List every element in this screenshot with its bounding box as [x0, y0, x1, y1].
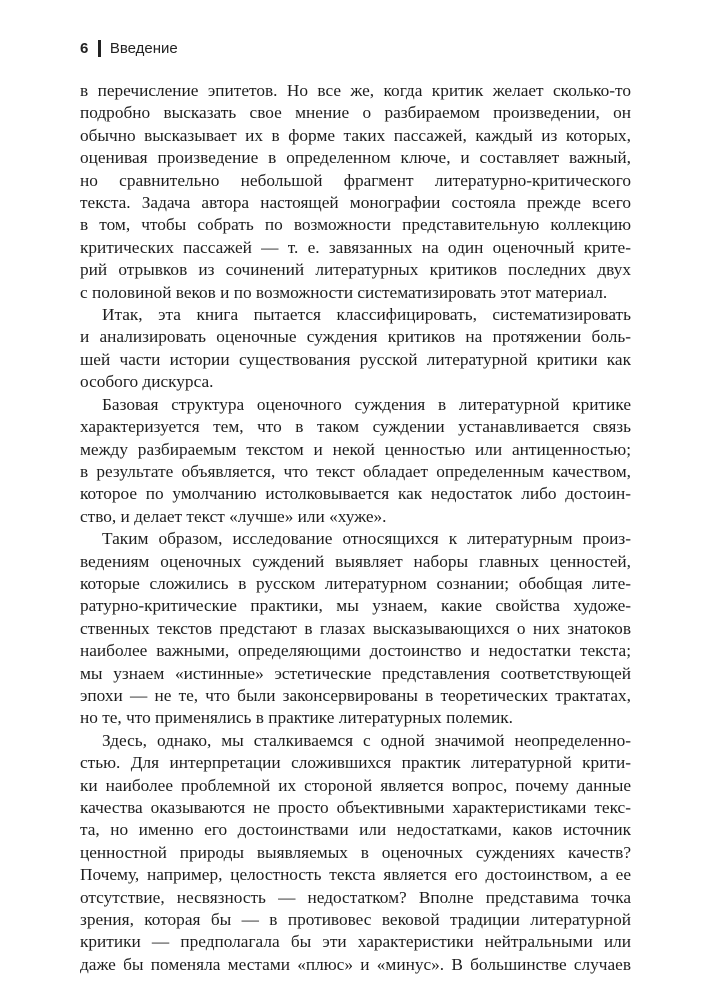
text-line: характеризуется тем, что в таком суждении устанавливается связь [80, 417, 631, 437]
text-line: текста. Задача автора настоящей монографии состояла прежде всего [80, 193, 631, 213]
text-line: эпохи — не те, что были законсервированы в теоретических трактатах, [80, 685, 631, 705]
text-line: с половиной веков и по возможности систематизировать этот материал. [80, 282, 608, 302]
paragraph [80, 80, 631, 304]
text-line: наиболее важными, определяющими достоинство и недостатки текста; [80, 641, 631, 661]
section-title: Введение [109, 39, 178, 57]
text-line: ки наиболее проблемной их стороной является вопрос, почему данные [80, 775, 631, 795]
text-line: между разбираемым текстом и некой ценностью или антиценностью; [80, 439, 631, 459]
text-line: в перечисление эпитетов. Но все же, когда критик желает сколько-то [80, 81, 631, 100]
paragraph [80, 730, 631, 976]
text-line: подробно высказать свое мнение о разбираемом произведении, он [80, 103, 631, 123]
text-line: качества оказываются не просто объективными характеристиками текс- [80, 798, 631, 817]
text-line: которое по умолчанию истолковывается как недостаток либо достоин- [80, 484, 631, 504]
text-line: стью. Для интерпретации сложившихся практик литературной крити- [80, 753, 631, 773]
text-line: но сравнительно небольшой фрагмент литературно-критического [80, 170, 631, 190]
text-line: но те, что применялись в практике литературных полемик. [80, 708, 513, 728]
text-line: обычно высказывает их в форме таких пассажей, каждый из которых, [80, 125, 631, 145]
text-line: даже бы поменяла местами «плюс» и «минус». В большинстве случаев [80, 954, 631, 974]
text-line: оценивая произведение в определенном ключе, и составляет важный, [80, 148, 631, 168]
text-line: ратурно-критические практики, мы узнаем, какие свойства художе- [80, 596, 631, 616]
text-line: и анализировать оценочные суждения критиков на протяжении боль- [80, 327, 631, 347]
text-line: Базовая структура оценочного суждения в литературной критике [102, 394, 631, 414]
text-line: критических пассажей — т. е. завязанных на один оценочный крите- [80, 237, 631, 257]
paragraph [80, 394, 631, 528]
text-line: Таким образом, исследование относящихся к литературным произ- [102, 529, 631, 549]
header-separator [98, 40, 101, 57]
running-head [80, 36, 178, 60]
text-line: мы узнаем «истинные» эстетические представления соответствующей [80, 663, 631, 683]
text-line: Здесь, однако, мы сталкиваемся с одной значимой неопределенно- [102, 730, 631, 750]
text-line: ство, и делает текст «лучше» или «хуже». [80, 506, 387, 526]
text-line: Итак, эта книга пытается классифицировать, систематизировать [102, 305, 631, 325]
text-line: критики — предполагала бы эти характеристики нейтральными или [80, 932, 631, 952]
text-line: ственных текстов предстают в глазах высказывающихся о них знатоков [80, 618, 631, 638]
paragraph [80, 304, 631, 394]
text-line: та, но именно его достоинствами или недостатками, каков источник [80, 820, 631, 840]
text-line: рий отрывков из сочинений литературных критиков последних двух [80, 260, 631, 280]
text-line: шей части истории существования русской литературной критики как [80, 349, 631, 369]
text-line: Почему, например, целостность текста является его достоинством, а ее [80, 865, 631, 885]
text-line: в результате объявляется, что текст обладает определенным качеством, [80, 461, 631, 481]
text-line: особого дискурса. [80, 372, 214, 392]
page-number: 6 [80, 39, 89, 57]
text-line: в том, чтобы собрать по возможности представительную коллекцию [80, 215, 631, 235]
text-line: которые сложились в русском литературном сознании; обобщая лите- [80, 573, 631, 593]
body-text [80, 80, 631, 976]
text-line: отсутствие, несвязность — недостатком? Вполне представима точка [80, 887, 631, 907]
text-line: ценностной природы выявляемых в оценочных суждениях качеств? [80, 842, 631, 862]
text-line: зрения, которая бы — в противовес вековой традиции литературной [80, 910, 631, 930]
text-line: ведениям оценочных суждений выявляет наборы главных ценностей, [80, 551, 631, 571]
paragraph [80, 528, 631, 730]
